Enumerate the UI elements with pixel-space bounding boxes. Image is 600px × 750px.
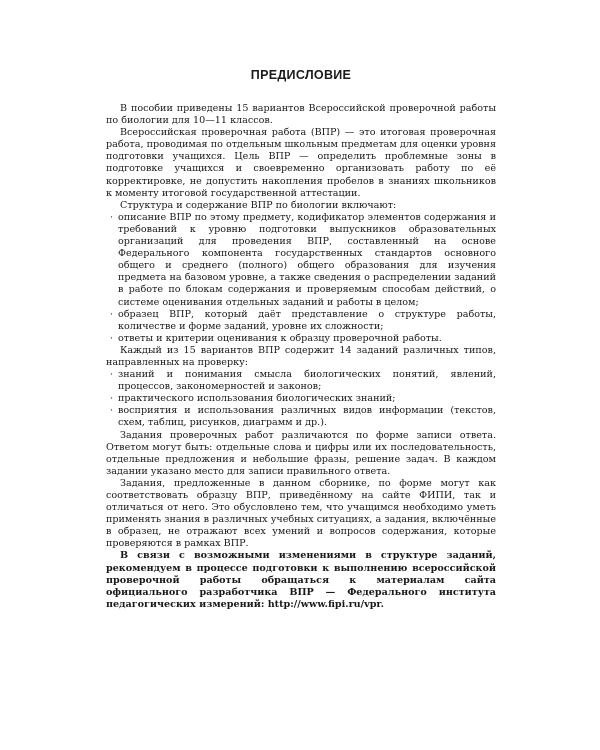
answer-format-paragraph: Задания проверочных работ различаются по форме записи ответа. Ответом могут быть: отдельные слова и цифры или их последовательность, отдельные предложения и небольшие фразы, решение задач. В каждом задании указано место для записи правильного ответа.: [106, 429, 496, 477]
collection-paragraph: Задания, предложенные в данном сборнике, по форме могут как соответствовать образцу ВПР, приведённому на сайте ФИПИ, так и отличаться от него. Это обусловлено тем, что учащимся необходимо уметь применять знания в различных учебных ситуациях, а задания, включённые в образец, не отражают всех умений и вопросов содержания, которые проверяются в рамках ВПР.: [106, 477, 496, 550]
recommendation-paragraph: В связи с возможными изменениями в структуре заданий, рекомендуем в процессе подготовки к выполнению всероссийской проверочной работы обращаться к материалам сайта официального разработчика ВПР — Федерального института педагогических измерений: http://www.fipi.ru/vpr.: [106, 550, 496, 610]
bullet-icon: ·: [110, 405, 114, 417]
bullet-icon: ·: [110, 393, 114, 405]
structure-list: [106, 212, 496, 345]
vpr-definition-paragraph: Всероссийская проверочная работа (ВПР) — это итоговая проверочная работа, проводимая по отдельным школьным предметам для оценки уровня подготовки учащихся. Цель ВПР — определить проблемные зоны в подготовке учащихся и своевременно организовать работу по её корректировке, не допустить накопления пробелов в знаниях школьников к моменту итоговой государственной аттестации.: [106, 127, 496, 199]
variants-paragraph: Каждый из 15 вариантов ВПР содержит 14 заданий различных типов, направленных на проверку:: [106, 344, 496, 368]
list-item: · практического использования биологических знаний;: [110, 393, 396, 405]
structure-intro-paragraph: Структура и содержание ВПР по биологии включают:: [120, 199, 397, 211]
list-item: · знаний и понимания смысла биологических понятий, явлений, процессов, закономерностей и законов;: [110, 369, 496, 393]
bullet-icon: ·: [110, 369, 114, 381]
intro-paragraph: В пособии приведены 15 вариантов Всероссийской проверочной работы по биологии для 10—11 классов.: [106, 103, 496, 127]
bullet-icon: ·: [110, 211, 114, 223]
bullet-icon: ·: [110, 332, 114, 344]
list-item: · ответы и критерии оценивания к образцу проверочной работы.: [110, 332, 442, 344]
list-item: · восприятия и использования различных видов информации (текстов, схем, таблиц, рисунков, диаграмм и др.).: [110, 405, 496, 429]
check-list: [106, 369, 496, 429]
bullet-icon: ·: [110, 308, 114, 320]
page-title: ПРЕДИСЛОВИЕ: [250, 68, 352, 82]
list-item: · описание ВПР по этому предмету, кодификатор элементов содержания и требований к уровню подготовки выпускников образовательных организаций для проведения ВПР, составленный на основе Федерального компонента государственных стандартов основного общего и среднего (полного) общего образования для изучения предмета на базовом уровне, а также сведения о распределении заданий в работе по блокам содержания и проверяемым способам действий, о системе оценивания отдельных заданий и работы в целом;: [110, 211, 496, 308]
list-item: · образец ВПР, который даёт представление о структуре работы, количестве и форме заданий, уровне их сложности;: [110, 308, 496, 332]
